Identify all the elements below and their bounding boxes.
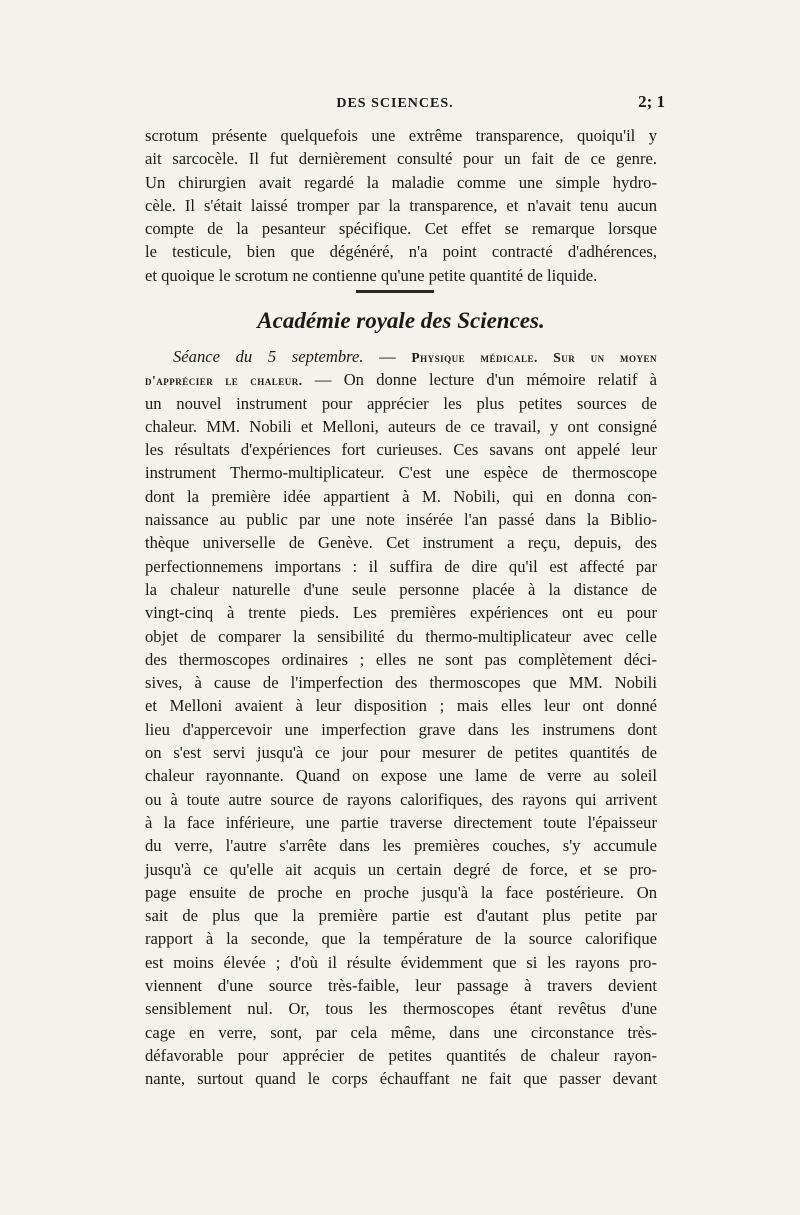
text-line: objet de comparer la sensibilité du thermo-multiplicateur avec celle (145, 626, 657, 646)
text-line: du verre, l'autre s'arrête dans les premières couches, s'y accumule (145, 836, 657, 856)
text-line: rapport à la seconde, que la température de la source calorifique (145, 929, 657, 949)
running-title: DES SCIENCES. (336, 96, 454, 111)
section-body (145, 345, 657, 1091)
lead-dash: — (363, 347, 412, 366)
text-line: et Melloni avaient à leur disposition ; mais elles leur ont donné (145, 696, 657, 716)
text-line: chaleur rayonnante. Quand on expose une lame de verre au soleil (145, 766, 657, 786)
page-number: 2; 1 (638, 92, 665, 111)
text-line: Un chirurgien avait regardé la maladie comme une simple hydro- (145, 172, 657, 192)
section-title: Académie royale des Sciences. (257, 308, 545, 333)
section-divider (356, 290, 434, 293)
text-line: et quoique le scrotum ne contienne qu'une petite quantité de liquide. (145, 265, 598, 285)
text-line: naissance au public par une note insérée l'an passé dans la Biblio- (145, 510, 657, 530)
text-line: compte de la pesanteur spécifique. Cet effet se remarque lorsque (145, 219, 657, 239)
lead-line-2 (145, 368, 657, 391)
text-line: le testicule, bien que dégénéré, n'a point contracté d'adhérences, (145, 242, 657, 262)
top-paragraph (145, 124, 657, 287)
text-line: nante, surtout quand le corps échauffant ne fait que passer devant (145, 1069, 657, 1089)
running-head (145, 92, 665, 122)
rubric-heading-cont: d'apprécier le chaleur. (145, 373, 303, 389)
text-line: ou à toute autre source de rayons calorifiques, des rayons qui arrivent (145, 789, 657, 809)
text-line: vingt-cinq à trente pieds. Les premières expériences ont eu pour (145, 603, 657, 623)
text-line: cage en verre, sont, par cela même, dans une circonstance très- (145, 1022, 657, 1042)
text-line: à la face inférieure, une partie traverse directement toute l'épaisseur (145, 812, 657, 832)
text-line: viennent d'une source très-faible, leur passage à travers devient (145, 976, 657, 996)
text-line: cèle. Il s'était laissé tromper par la transparence, et n'avait tenu aucun (145, 195, 657, 215)
text-line: on s'est servi jusqu'à ce jour pour mesurer de petites quantités de (145, 743, 657, 763)
text-line: ait sarcocèle. Il fut dernièrement consulté pour un fait de ce genre. (145, 149, 657, 169)
lead-line-1 (145, 345, 657, 368)
text-line: les résultats d'expériences fort curieuses. Ces savans ont appelé leur (145, 440, 657, 460)
text-line: page ensuite de proche en proche jusqu'à la face postérieure. On (145, 882, 657, 902)
text-line: sives, à cause de l'imperfection des thermoscopes que MM. Nobili (145, 673, 657, 693)
session-date: Séance du 5 septembre. (173, 347, 364, 366)
text-line: instrument Thermo-multiplicateur. C'est une espèce de thermoscope (145, 463, 657, 483)
text-line: la chaleur naturelle d'une seule personne placée à la distance de (145, 579, 657, 599)
text-line: scrotum présente quelquefois une extrême transparence, quoiqu'il y (145, 126, 657, 145)
text-line: défavorable pour apprécier de petites quantités de chaleur rayon- (145, 1045, 657, 1065)
text-line: chaleur. MM. Nobili et Melloni, auteurs de ce travail, y ont consigné (145, 416, 657, 436)
text-line: est moins élevée ; d'où il résulte évidemment que si les rayons pro- (145, 952, 657, 972)
text-line: thèque universelle de Genève. Cet instrument a reçu, depuis, des (145, 533, 657, 553)
text-line: sensiblement nul. Or, tous les thermoscopes étant revêtus d'une (145, 999, 657, 1019)
text-line: sait de plus que la première partie est d'autant plus petite par (145, 906, 657, 926)
text-line: jusqu'à ce qu'elle ait acquis un certain degré de force, et se pro- (145, 859, 657, 879)
lead-rest: — On donne lecture d'un mémoire relatif à (302, 370, 657, 390)
text-line: lieu d'appercevoir une imperfection grave dans les instrumens dont (145, 719, 657, 739)
rubric-heading: Physique médicale. Sur un moyen (411, 350, 658, 365)
text-line: des thermoscopes ordinaires ; elles ne sont pas complètement déci- (145, 649, 657, 669)
text-line: dont la première idée appartient à M. Nobili, qui en donna con- (145, 486, 657, 506)
text-line: un nouvel instrument pour apprécier les plus petites sources de (145, 393, 657, 413)
text-line: perfectionnemens importans : il suffira de dire qu'il est affecté par (145, 556, 657, 576)
